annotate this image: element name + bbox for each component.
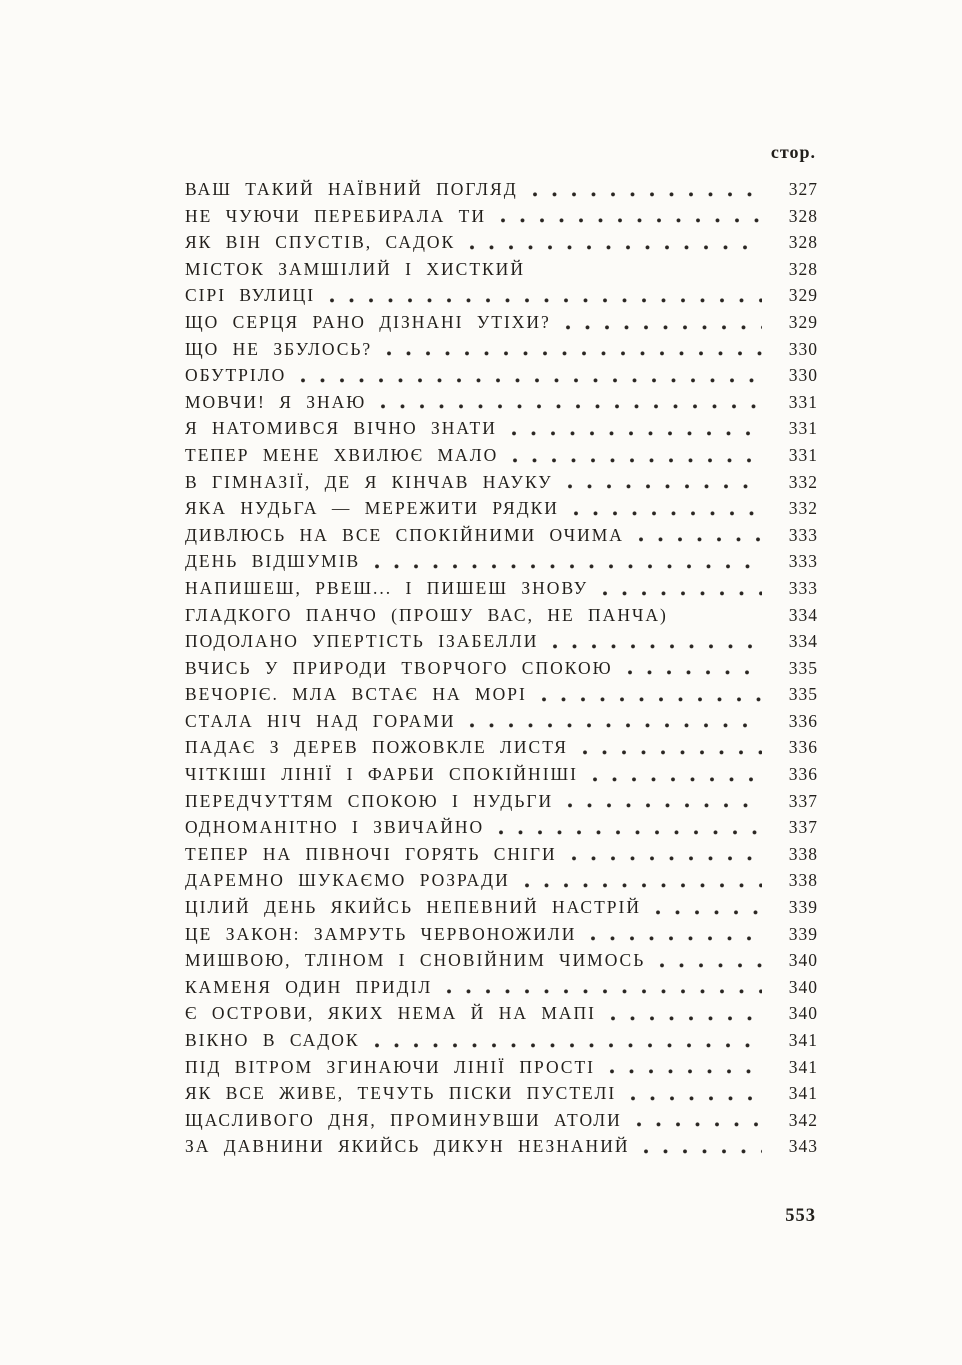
dot-leader <box>571 855 762 862</box>
toc-row <box>185 548 818 575</box>
toc-entry-page: 331 <box>788 444 818 465</box>
toc-entry-page: 341 <box>788 1083 818 1104</box>
toc-list <box>185 176 818 1160</box>
dot-leader <box>682 616 762 623</box>
toc-row <box>185 655 818 682</box>
toc-row <box>185 894 818 921</box>
toc-entry-page: 328 <box>788 258 818 279</box>
toc-entry-page: 336 <box>788 737 818 758</box>
toc-entry-page: 338 <box>788 843 818 864</box>
toc-row <box>185 1080 818 1107</box>
dot-leader <box>655 909 762 916</box>
toc-row <box>185 469 818 496</box>
toc-entry-title: ПЕРЕДЧУТТЯМ СПОКОЮ І НУДЬГИ <box>185 790 554 811</box>
toc-row <box>185 1027 818 1054</box>
toc-entry-page: 341 <box>788 1030 818 1050</box>
dot-leader <box>329 297 762 304</box>
toc-entry-page: 332 <box>788 498 818 519</box>
toc-row <box>185 708 818 735</box>
toc-entry-page: 334 <box>788 604 818 625</box>
toc-entry-title: ДАРЕМНО ШУКАЄМО РОЗРАДИ <box>185 870 510 891</box>
toc-entry-title: КАМЕНЯ ОДИН ПРИДІЛ <box>185 976 433 997</box>
toc-entry-page: 328 <box>788 232 818 253</box>
dot-leader <box>643 1148 762 1155</box>
toc-entry-title: ЩАСЛИВОГО ДНЯ, ПРОМИНУВШИ АТОЛИ <box>185 1109 622 1130</box>
dot-leader <box>567 483 762 490</box>
toc-row <box>185 734 818 761</box>
toc-row <box>185 389 818 416</box>
toc-entry-page: 327 <box>788 179 818 199</box>
dot-leader <box>610 1015 762 1022</box>
toc-entry-page: 333 <box>788 524 818 545</box>
toc-row <box>185 1000 818 1027</box>
toc-entry-title: ПОДОЛАНО УПЕРТІСТЬ ІЗАБЕЛЛИ <box>185 631 539 652</box>
dot-leader <box>469 722 762 729</box>
dot-leader <box>552 643 762 650</box>
toc-entry-title: ЦЕ ЗАКОН: ЗАМРУТЬ ЧЕРВОНОЖИЛИ <box>185 923 577 944</box>
dot-leader <box>582 749 762 756</box>
dot-leader <box>541 696 762 703</box>
toc-entry-title: Є ОСТРОВИ, ЯКИХ НЕМА Й НА МАПІ <box>185 1003 597 1024</box>
toc-entry-page: 333 <box>788 577 818 598</box>
toc-row <box>185 628 818 655</box>
toc-entry-page: 337 <box>788 790 818 811</box>
toc-row <box>185 176 818 203</box>
toc-entry-page: 341 <box>788 1056 818 1077</box>
dot-leader <box>630 1095 762 1102</box>
toc-entry-page: 343 <box>788 1136 818 1157</box>
toc-entry-title: ПАДАЄ З ДЕРЕВ ПОЖОВКЛЕ ЛИСТЯ <box>185 737 568 758</box>
toc-entry-page: 338 <box>788 870 818 891</box>
toc-row <box>185 362 818 389</box>
toc-entry-title: МОВЧИ! Я ЗНАЮ <box>185 391 367 412</box>
toc-entry-title: ГЛАДКОГО ПАНЧО (ПРОШУ ВАС, НЕ ПАНЧА) <box>185 604 668 625</box>
toc-row <box>185 1133 818 1160</box>
dot-leader <box>300 377 762 384</box>
toc-entry-title: ТЕПЕР МЕНЕ ХВИЛЮЄ МАЛО <box>185 444 499 465</box>
dot-leader <box>512 457 762 464</box>
toc-row <box>185 814 818 841</box>
toc-row <box>185 761 818 788</box>
toc-entry-page: 334 <box>788 631 818 652</box>
toc-entry-title: ЯК ВІН СПУСТІВ, САДОК <box>185 232 456 253</box>
toc-row <box>185 229 818 256</box>
dot-leader <box>532 191 762 198</box>
toc-entry-title: НЕ ЧУЮЧИ ПЕРЕБИРАЛА ТИ <box>185 205 486 226</box>
toc-entry-page: 329 <box>788 285 818 306</box>
toc-row <box>185 256 818 283</box>
toc-entry-page: 331 <box>788 391 818 412</box>
toc-entry-page: 339 <box>788 923 818 944</box>
toc-entry-title: ЯК ВСЕ ЖИВЕ, ТЕЧУТЬ ПІСКИ ПУСТЕЛІ <box>185 1083 617 1104</box>
toc-entry-title: МІСТОК ЗАМШІЛИЙ І ХИСТКИЙ <box>185 258 525 279</box>
toc-entry-title: СІРІ ВУЛИЦІ <box>185 285 316 306</box>
toc-entry-page: 340 <box>788 1003 818 1024</box>
toc-entry-page: 339 <box>788 897 818 918</box>
toc-entry-title: МИШВОЮ, ТЛІНОМ І СНОВІЙНИМ ЧИМОСЬ <box>185 950 646 971</box>
dot-leader <box>500 217 762 224</box>
toc-row <box>185 1107 818 1134</box>
dot-leader <box>498 829 762 836</box>
toc-entry-page: 340 <box>788 950 818 971</box>
toc-row <box>185 495 818 522</box>
toc-entry-page: 330 <box>788 365 818 386</box>
toc-entry-page: 336 <box>788 710 818 731</box>
toc-entry-page: 340 <box>788 976 818 997</box>
toc-row <box>185 203 818 230</box>
page-number-footer: 553 <box>785 1205 816 1226</box>
toc-entry-page: 335 <box>788 684 818 705</box>
toc-row <box>185 788 818 815</box>
toc-entry-title: ТЕПЕР НА ПІВНОЧІ ГОРЯТЬ СНІГИ <box>185 843 557 864</box>
toc-entry-page: 342 <box>788 1109 818 1130</box>
dot-leader <box>565 324 762 331</box>
toc-row <box>185 602 818 629</box>
toc-row <box>185 309 818 336</box>
toc-entry-title: ЯКА НУДЬГА — МЕРЕЖИТИ РЯДКИ <box>185 498 559 519</box>
toc-row <box>185 415 818 442</box>
dot-leader <box>659 962 762 969</box>
toc-entry-page: 328 <box>788 205 818 226</box>
toc-entry-title: СТАЛА НІЧ НАД ГОРАМИ <box>185 710 456 731</box>
toc-content <box>185 142 818 1227</box>
toc-row <box>185 442 818 469</box>
dot-leader <box>590 935 762 942</box>
toc-entry-title: ВАШ ТАКИЙ НАЇВНИЙ ПОГЛЯД <box>185 179 518 199</box>
dot-leader <box>511 430 762 437</box>
dot-leader <box>380 403 762 410</box>
toc-entry-title: ДИВЛЮСЬ НА ВСЕ СПОКІЙНИМИ ОЧИМА <box>185 524 624 545</box>
toc-entry-page: 336 <box>788 764 818 785</box>
toc-entry-title: ЩО СЕРЦЯ РАНО ДІЗНАНІ УТІХИ? <box>185 311 551 332</box>
toc-row <box>185 575 818 602</box>
dot-leader <box>539 270 762 277</box>
dot-leader <box>374 1042 762 1049</box>
toc-entry-title: ЧІТКІШІ ЛІНІЇ І ФАРБИ СПОКІЙНІШІ <box>185 764 579 785</box>
dot-leader <box>609 1068 762 1075</box>
toc-row <box>185 947 818 974</box>
toc-row <box>185 867 818 894</box>
dot-leader <box>524 882 762 889</box>
dot-leader <box>573 510 762 517</box>
toc-row <box>185 921 818 948</box>
toc-entry-page: 335 <box>788 657 818 678</box>
toc-entry-title: ВЧИСЬ У ПРИРОДИ ТВОРЧОГО СПОКОЮ <box>185 657 613 678</box>
toc-row <box>185 522 818 549</box>
dot-leader <box>446 988 762 995</box>
toc-header-label: стор. <box>770 142 816 162</box>
dot-leader <box>374 563 762 570</box>
toc-entry-page: 332 <box>788 471 818 492</box>
toc-entry-title: В ГІМНАЗІЇ, ДЕ Я КІНЧАВ НАУКУ <box>185 471 553 492</box>
toc-entry-title: ДЕНЬ ВІДШУМІВ <box>185 551 361 572</box>
toc-entry-title: НАПИШЕШ, РВЕШ... І ПИШЕШ ЗНОВУ <box>185 577 589 598</box>
toc-row <box>185 841 818 868</box>
dot-leader <box>627 669 762 676</box>
toc-entry-page: 329 <box>788 311 818 332</box>
toc-row <box>185 681 818 708</box>
toc-entry-title: ОБУТРІЛО <box>185 365 287 386</box>
toc-entry-title: ВІКНО В САДОК <box>185 1030 360 1050</box>
toc-entry-title: Я НАТОМИВСЯ ВІЧНО ЗНАТИ <box>185 418 497 439</box>
toc-row <box>185 336 818 363</box>
toc-entry-title: ОДНОМАНІТНО І ЗВИЧАЙНО <box>185 817 485 838</box>
dot-leader <box>636 1121 762 1128</box>
toc-row <box>185 1054 818 1081</box>
toc-entry-title: ВЕЧОРІЄ. МЛА ВСТАЄ НА МОРІ <box>185 684 527 705</box>
toc-entry-title: ЩО НЕ ЗБУЛОСЬ? <box>185 338 373 359</box>
dot-leader <box>469 244 762 251</box>
toc-entry-title: ПІД ВІТРОМ ЗГИНАЮЧИ ЛІНІЇ ПРОСТІ <box>185 1056 595 1077</box>
dot-leader <box>386 350 762 357</box>
toc-entry-title: ЗА ДАВНИНИ ЯКИЙСЬ ДИКУН НЕЗНАНИЙ <box>185 1136 630 1157</box>
toc-entry-page: 331 <box>788 418 818 439</box>
toc-row <box>185 974 818 1001</box>
toc-entry-page: 330 <box>788 338 818 359</box>
dot-leader <box>592 776 762 783</box>
dot-leader <box>567 802 762 809</box>
dot-leader <box>638 536 762 543</box>
toc-entry-title: ЦІЛИЙ ДЕНЬ ЯКИЙСЬ НЕПЕВНИЙ НАСТРІЙ <box>185 897 641 918</box>
dot-leader <box>602 590 762 597</box>
toc-row <box>185 282 818 309</box>
toc-entry-page: 337 <box>788 817 818 838</box>
toc-entry-page: 333 <box>788 551 818 572</box>
